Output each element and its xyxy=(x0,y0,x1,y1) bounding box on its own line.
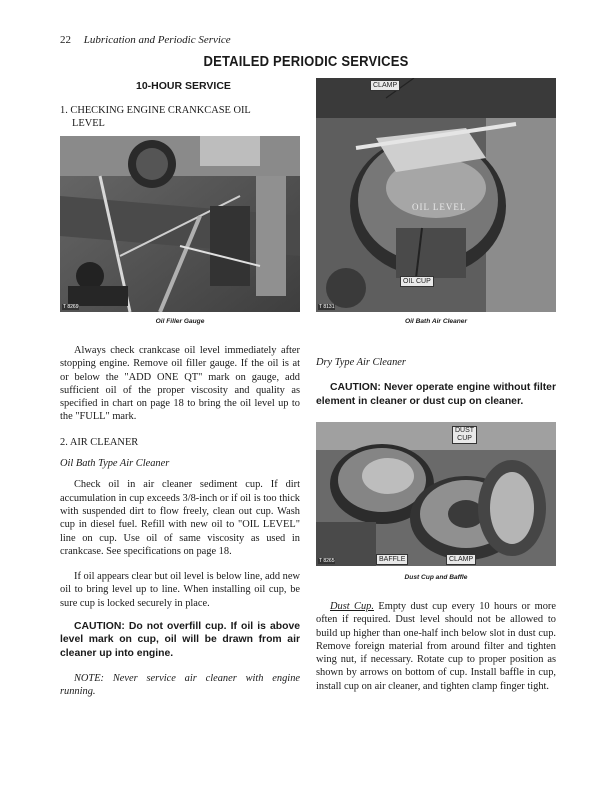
dust-cup-baffle-photo xyxy=(316,422,556,566)
dust-cup-paragraph xyxy=(316,600,556,693)
clamp-label: CLAMP xyxy=(370,80,400,91)
oil-filler-gauge-photo xyxy=(60,136,300,312)
item1-heading xyxy=(60,104,251,130)
fig1-number: T 8269 xyxy=(63,304,79,310)
left-column xyxy=(60,344,300,699)
item1-line2: LEVEL xyxy=(72,118,105,129)
dust-cup-runin: Dust Cup. xyxy=(330,601,374,612)
oil-level-paragraph: If oil appears clear but oil level is below line, add new oil to bring level up to line. When installing oil cup, be sure cup is locked securely in place. xyxy=(60,571,300,609)
overfill-caution: CAUTION: Do not overfill cup. If oil is above level mark on cup, oil will be drawn from air cleaner up into engine. xyxy=(60,621,300,659)
fig3-number: T 8265 xyxy=(319,558,335,564)
item2-heading: 2. AIR CLEANER xyxy=(60,436,139,448)
baffle-label: BAFFLE xyxy=(376,554,408,565)
fig2-caption: Oil Bath Air Cleaner xyxy=(404,318,468,325)
page-number: 22 xyxy=(60,34,71,46)
running-title: Lubrication and Periodic Service xyxy=(83,34,231,46)
oil-bath-air-cleaner-photo xyxy=(316,78,556,312)
dust-cup-label-line2: CUP xyxy=(457,435,472,442)
fig1-caption: Oil Filler Gauge xyxy=(155,318,205,325)
dry-type-subhead: Dry Type Air Cleaner xyxy=(316,357,406,368)
oil-check-paragraph: Always check crankcase oil level immediately after stopping engine. Remove oil filler gauge. If the oil is at or below the "ADD ONE QT" mark on gauge, add sufficient oil of the proper viscosity and quality as specified in chart on page 18 to bring the oil level up to the "FULL" mark. xyxy=(60,345,300,423)
dust-cup-body: Empty dust cup every 10 hours or more often if required. Dust level should not be allowed to build up higher than one-half inch below slot in dust cup. Remove foreign material from around filter and tighten wing nut, if necessary. Rotate cup to proper position as shown by arrows on bottom of cup. Install baffle in cup, install cup on air cleaner, and tighten clamp finger tight. xyxy=(316,601,556,692)
dust-cup-label-line1: DUST xyxy=(455,427,475,434)
page-header xyxy=(60,34,231,46)
fig2-number: T 8131 xyxy=(319,304,335,310)
dry-type-caution: CAUTION: Never operate engine without filter element in cleaner or dust cup on cleaner. xyxy=(316,382,556,407)
page-title: DETAILED PERIODIC SERVICES xyxy=(203,54,409,70)
fig3-caption: Dust Cup and Baffle xyxy=(404,574,468,581)
dust-cup-label xyxy=(452,426,477,444)
oil-cup-label: OIL CUP xyxy=(400,276,434,287)
right-column-lower xyxy=(316,600,556,693)
note-paragraph: NOTE: Never service air cleaner with engine running. xyxy=(60,672,300,698)
oil-bath-subhead: Oil Bath Type Air Cleaner xyxy=(60,458,170,470)
right-column-upper xyxy=(316,356,556,408)
section-heading: 10-HOUR SERVICE xyxy=(136,80,231,92)
oil-level-embossed-label: OIL LEVEL xyxy=(412,202,467,212)
oil-bath-paragraph: Check oil in air cleaner sediment cup. If dirt accumulation in cup exceeds 3/8-inch or if oil is too thick with suspended dirt to flow freely, clean out cup. Wash cup in diesel fuel. Refill with new oil to "OIL LEVEL" line on cup. Use oil of same viscosity as used in crankcase. See specifications on page 18. xyxy=(60,479,300,557)
fig3-clamp-label: CLAMP xyxy=(446,554,476,565)
item1-line1: 1. CHECKING ENGINE CRANKCASE OIL xyxy=(60,105,251,116)
